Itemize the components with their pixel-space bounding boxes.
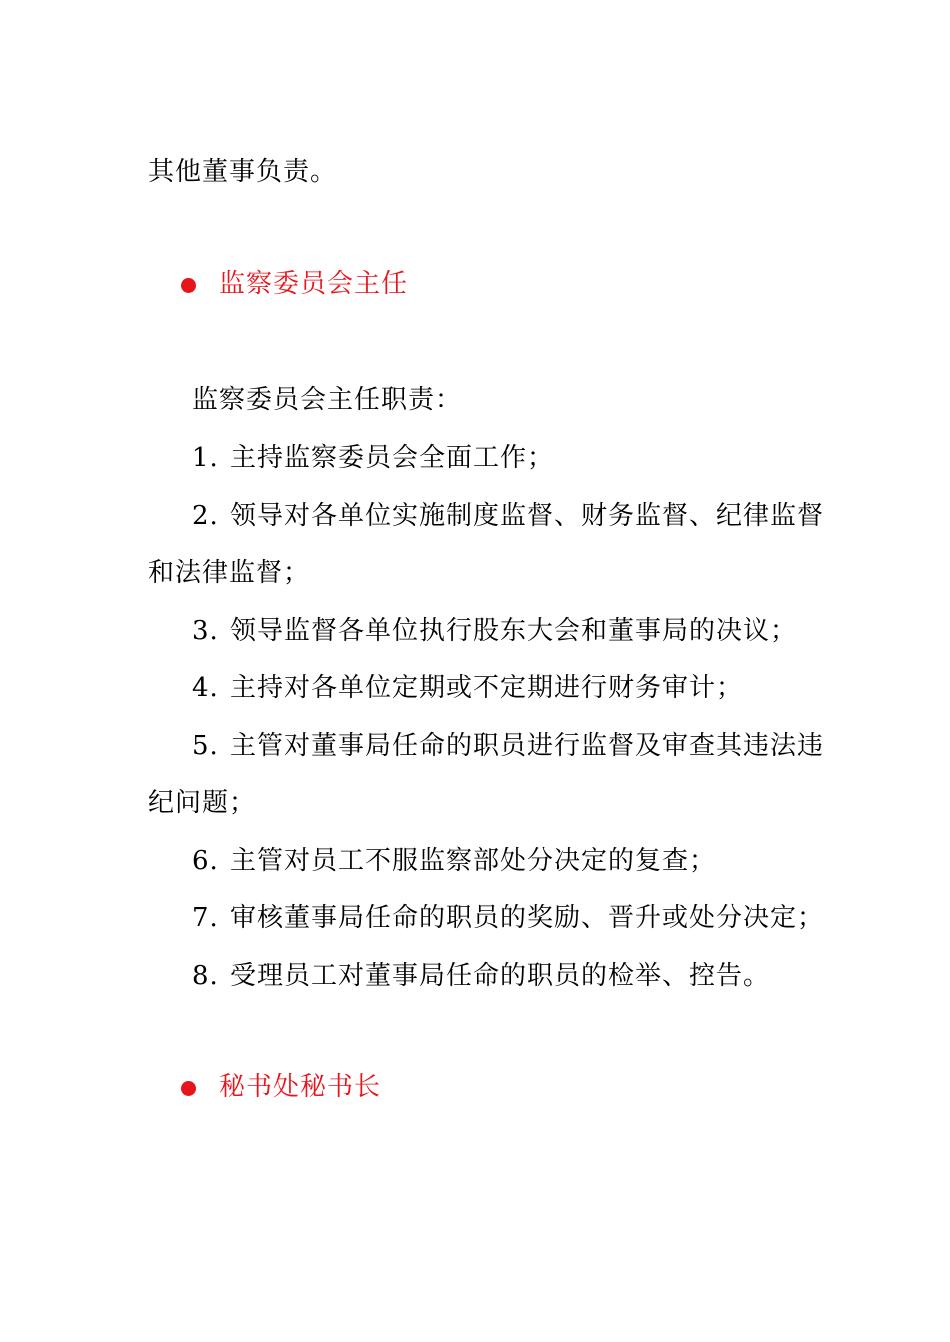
list-item bbox=[192, 902, 824, 934]
list-item-number: 6. bbox=[192, 846, 219, 876]
list-item bbox=[192, 442, 554, 474]
list-item-continuation: 纪问题； bbox=[148, 788, 257, 818]
list-item-number: 4. bbox=[192, 673, 219, 703]
list-item-text: 审核董事局任命的职员的奖励、晋升或处分决定； bbox=[230, 903, 825, 933]
list-item bbox=[192, 730, 824, 762]
list-item-number: 8. bbox=[192, 961, 219, 991]
section-heading-supervisory-director: 监察委员会主任 bbox=[219, 269, 409, 299]
section-heading-secretary-general: 秘书处秘书长 bbox=[219, 1072, 382, 1102]
list-item-text: 主持监察委员会全面工作； bbox=[230, 443, 555, 473]
continuation-text: 其他董事负责。 bbox=[148, 157, 338, 187]
list-item bbox=[192, 845, 716, 877]
list-item-number: 2. bbox=[192, 501, 219, 531]
bullet-icon bbox=[181, 1081, 196, 1096]
list-item-number: 3. bbox=[192, 616, 219, 646]
list-item bbox=[192, 672, 743, 704]
list-item-number: 5. bbox=[192, 731, 219, 761]
list-item-text: 主管对董事局任命的职员进行监督及审查其违法违 bbox=[230, 731, 825, 761]
list-item-number: 7. bbox=[192, 903, 219, 933]
list-item-text: 主持对各单位定期或不定期进行财务审计； bbox=[230, 673, 744, 703]
section-intro: 监察委员会主任职责： bbox=[192, 385, 463, 415]
list-item bbox=[192, 615, 797, 647]
list-item bbox=[192, 500, 824, 532]
list-item-text: 受理员工对董事局任命的职员的检举、控告。 bbox=[230, 961, 771, 991]
list-item-text: 主管对员工不服监察部处分决定的复查； bbox=[230, 846, 717, 876]
bullet-icon bbox=[181, 278, 196, 293]
list-item-number: 1. bbox=[192, 443, 219, 473]
list-item-text: 领导监督各单位执行股东大会和董事局的决议； bbox=[230, 616, 798, 646]
list-item-text: 领导对各单位实施制度监督、财务监督、纪律监督 bbox=[230, 501, 825, 531]
list-item bbox=[192, 960, 770, 992]
list-item-continuation: 和法律监督； bbox=[148, 558, 311, 588]
